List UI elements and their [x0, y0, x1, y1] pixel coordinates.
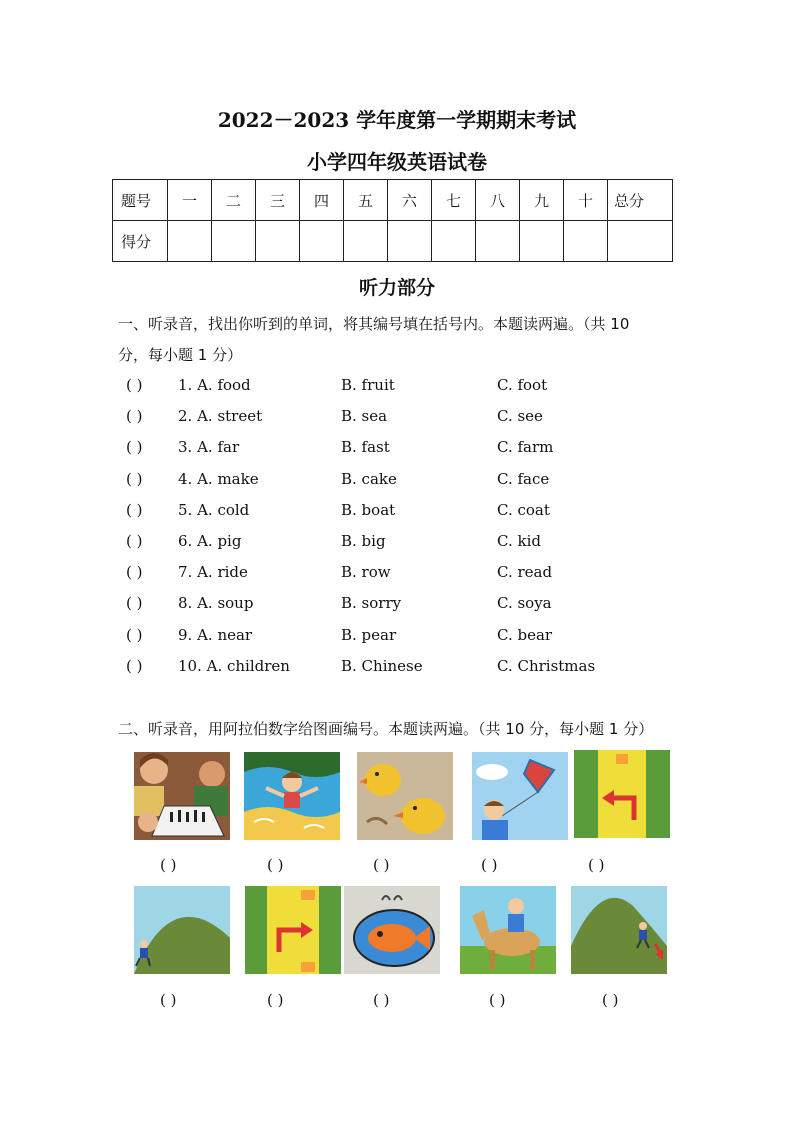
option-b: B. big — [341, 532, 386, 550]
score-cell[interactable] — [564, 221, 608, 262]
option-c: C. bear — [497, 626, 553, 644]
option-a: 5. A. cold — [178, 501, 250, 519]
score-table — [112, 179, 673, 262]
answer-paren[interactable]: ( ) — [126, 407, 143, 425]
score-cell[interactable] — [168, 221, 212, 262]
question-row — [126, 563, 686, 585]
part1-instruction-line1: 一、听录音，找出你听到的单词，将其编号填在括号内。本题读两遍。（共 10 — [118, 315, 630, 333]
col-2: 二 — [212, 180, 256, 221]
answer-paren[interactable]: ( ) — [126, 657, 143, 675]
score-label: 得分 — [113, 221, 168, 262]
option-b: B. sorry — [341, 594, 402, 612]
total-label: 总分 — [608, 180, 673, 221]
question-number-label: 题号 — [113, 180, 168, 221]
answer-blank[interactable]: ( ) — [373, 856, 390, 874]
option-a: 1. A. food — [178, 376, 251, 394]
score-table-score-row — [113, 221, 673, 262]
col-3: 三 — [256, 180, 300, 221]
question-row — [126, 376, 686, 398]
option-c: C. foot — [497, 376, 548, 394]
picture-going-down-hill — [571, 886, 667, 974]
score-cell[interactable] — [256, 221, 300, 262]
option-b: B. fruit — [341, 376, 395, 394]
answer-blank[interactable]: ( ) — [160, 856, 177, 874]
option-c: C. coat — [497, 501, 550, 519]
part2-instruction: 二、听录音，用阿拉伯数字给图画编号。本题读两遍。（共 10 分，每小题 1 分） — [118, 720, 654, 738]
picture-girl-swimming — [244, 752, 340, 840]
picture-boy-riding-horse — [460, 886, 556, 974]
option-b: B. Chinese — [341, 657, 423, 675]
score-cell-total[interactable] — [608, 221, 673, 262]
option-a: 4. A. make — [178, 470, 259, 488]
picture-turn-left-sign — [574, 750, 670, 838]
col-5: 五 — [344, 180, 388, 221]
score-cell[interactable] — [344, 221, 388, 262]
question-row — [126, 532, 686, 554]
answer-paren[interactable]: ( ) — [126, 563, 143, 581]
option-c: C. face — [497, 470, 550, 488]
col-10: 十 — [564, 180, 608, 221]
option-a: 8. A. soup — [178, 594, 254, 612]
score-cell[interactable] — [520, 221, 564, 262]
score-cell[interactable] — [388, 221, 432, 262]
col-6: 六 — [388, 180, 432, 221]
score-cell[interactable] — [476, 221, 520, 262]
option-b: B. boat — [341, 501, 396, 519]
answer-paren[interactable]: ( ) — [126, 501, 143, 519]
exam-subtitle: 小学四年级英语试卷 — [307, 150, 487, 174]
question-row — [126, 657, 686, 679]
answer-paren[interactable]: ( ) — [126, 626, 143, 644]
question-row — [126, 407, 686, 429]
answer-paren[interactable]: ( ) — [126, 376, 143, 394]
score-table-header-row — [113, 180, 673, 221]
option-b: B. sea — [341, 407, 388, 425]
option-a: 3. A. far — [178, 438, 240, 456]
question-row — [126, 594, 686, 616]
option-b: B. cake — [341, 470, 397, 488]
option-b: B. pear — [341, 626, 397, 644]
option-c: C. soya — [497, 594, 552, 612]
option-b: B. row — [341, 563, 391, 581]
question-row — [126, 501, 686, 523]
score-cell[interactable] — [212, 221, 256, 262]
answer-blank[interactable]: ( ) — [267, 991, 284, 1009]
score-cell[interactable] — [300, 221, 344, 262]
answer-blank[interactable]: ( ) — [489, 991, 506, 1009]
answer-paren[interactable]: ( ) — [126, 470, 143, 488]
picture-fish-plate — [344, 886, 440, 974]
col-9: 九 — [520, 180, 564, 221]
col-7: 七 — [432, 180, 476, 221]
answer-paren[interactable]: ( ) — [126, 438, 143, 456]
option-c: C. Christmas — [497, 657, 596, 675]
option-c: C. read — [497, 563, 553, 581]
score-cell[interactable] — [432, 221, 476, 262]
answer-paren[interactable]: ( ) — [126, 594, 143, 612]
picture-boy-flying-kite — [472, 752, 568, 840]
option-b: B. fast — [341, 438, 390, 456]
answer-blank[interactable]: ( ) — [588, 856, 605, 874]
question-row — [126, 626, 686, 648]
answer-blank[interactable]: ( ) — [373, 991, 390, 1009]
picture-turn-right-sign — [245, 886, 341, 974]
answer-blank[interactable]: ( ) — [160, 991, 177, 1009]
answer-blank[interactable]: ( ) — [267, 856, 284, 874]
option-a: 2. A. street — [178, 407, 263, 425]
exam-title: 2022－2023 学年度第一学期期末考试 — [217, 108, 577, 132]
option-a: 9. A. near — [178, 626, 253, 644]
picture-climbing-up-hill — [134, 886, 230, 974]
section-title: 听力部分 — [358, 277, 435, 299]
col-4: 四 — [300, 180, 344, 221]
answer-blank[interactable]: ( ) — [602, 991, 619, 1009]
question-row — [126, 470, 686, 492]
option-c: C. kid — [497, 532, 541, 550]
option-c: C. see — [497, 407, 543, 425]
answer-blank[interactable]: ( ) — [481, 856, 498, 874]
col-1: 一 — [168, 180, 212, 221]
picture-chess-players — [134, 752, 230, 840]
col-8: 八 — [476, 180, 520, 221]
option-a: 10. A. children — [178, 657, 290, 675]
option-a: 6. A. pig — [178, 532, 242, 550]
picture-ducklings — [357, 752, 453, 840]
question-row — [126, 438, 686, 460]
option-a: 7. A. ride — [178, 563, 248, 581]
option-c: C. farm — [497, 438, 554, 456]
part1-instruction-line2: 分，每小题 1 分） — [118, 346, 243, 364]
answer-paren[interactable]: ( ) — [126, 532, 143, 550]
